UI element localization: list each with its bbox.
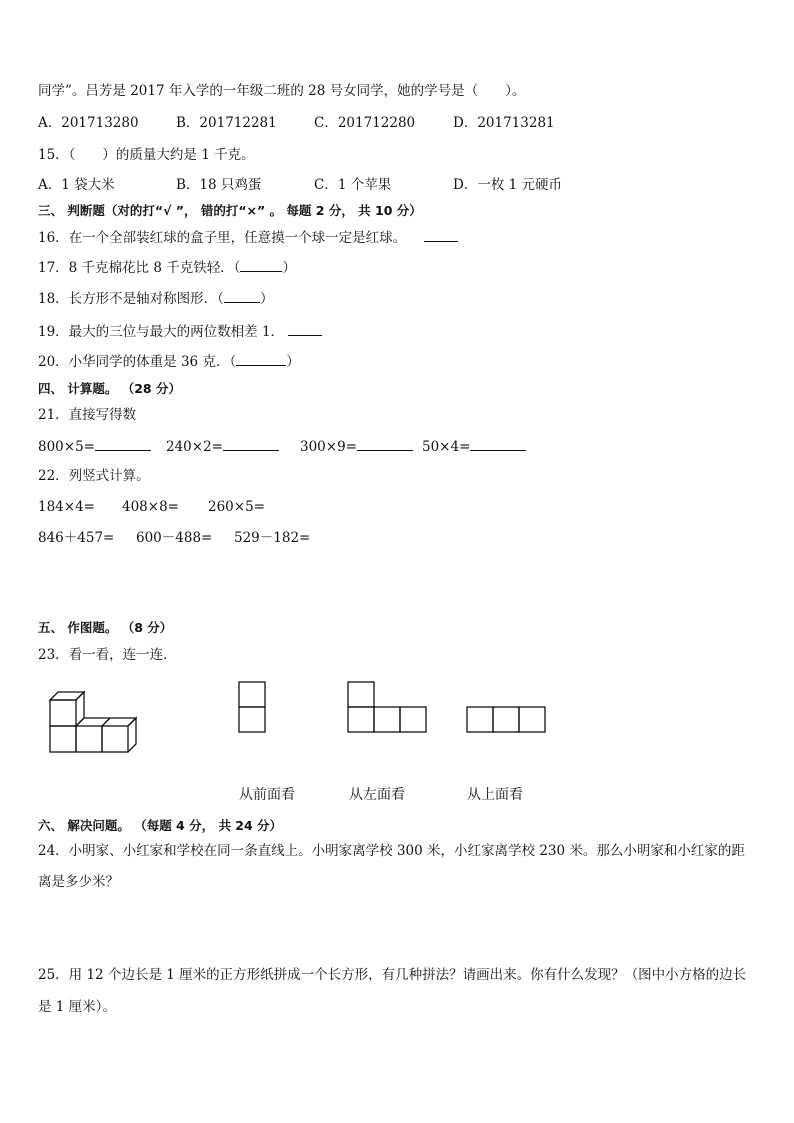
q25-line-2: 是 1 厘米）。 (38, 999, 116, 1015)
q21-expr-4: 50×4= (422, 439, 471, 455)
q21-text: 21．直接写得数 (38, 407, 137, 423)
section-5-heading: 五、 作图题。 （8 分） (38, 620, 173, 635)
q22-item-3: 260×5= (208, 499, 265, 515)
q22-item-2: 408×8= (122, 499, 179, 515)
q14-option-b: B．201712281 (176, 115, 277, 131)
view-square (374, 707, 400, 732)
q15-option-d: D．一枚 1 元硬币 (453, 177, 562, 193)
q21-expr-3: 300×9= (300, 439, 357, 455)
q15-option-a: A．1 袋大米 (38, 177, 115, 193)
q20-answer-blank[interactable] (236, 353, 286, 366)
q14-option-d: D．201713281 (453, 115, 555, 131)
q21-blank-2[interactable] (223, 438, 279, 451)
q20-close-paren: ） (286, 354, 300, 370)
section-3-heading: 三、 判断题（对的打“√ ”， 错的打“×” 。 每题 2 分， 共 10 分） (38, 203, 422, 218)
q21-expr-2: 240×2= (166, 439, 223, 455)
q24-line-2: 离是多少米？ (38, 874, 119, 890)
q17-close-paren: ） (282, 260, 296, 276)
q21-blank-4[interactable] (470, 438, 526, 451)
q21-blank-3[interactable] (357, 438, 413, 451)
q14-option-c: C．201712280 (314, 115, 416, 131)
cube-stack-figure (44, 686, 138, 756)
q21-item-2 (166, 438, 279, 456)
q14-text: 同学”。吕芳是 2017 年入学的一年级二班的 28 号女同学，她的学号是（ ）。 (38, 83, 526, 99)
q18-close-paren: ） (259, 291, 274, 307)
cube-top-face (50, 692, 84, 700)
q18-text: 18．长方形不是轴对称图形．（ (38, 291, 224, 307)
view-square (348, 707, 374, 732)
cube-front-3 (102, 726, 128, 752)
cube-side-face (76, 692, 84, 726)
q21-item-1 (38, 438, 151, 456)
view-square (467, 707, 493, 732)
caption-left-view: 从左面看 (349, 787, 405, 803)
q15-option-b: B．18 只鸡蛋 (176, 177, 262, 193)
q16-line (38, 229, 458, 247)
q24-line-1: 24．小明家、小红家和学校在同一条直线上。小明家离学校 300 米，小红家离学校 230 米。那么小明家和小红家的距 (38, 843, 745, 859)
view-square (348, 682, 374, 707)
cube-front-top (50, 700, 76, 726)
q21-blank-1[interactable] (95, 438, 151, 451)
q16-answer-blank[interactable] (424, 229, 458, 242)
q22-item-5: 600－488= (136, 530, 213, 546)
q17-answer-blank[interactable] (240, 259, 282, 272)
q25-line-1: 25．用 12 个边长是 1 厘米的正方形纸拼成一个长方形，有几种拼法？请画出来。你有什么发现？（图中小方格的边长 (38, 967, 747, 983)
q22-text: 22．列竖式计算。 (38, 468, 150, 484)
q17-text: 17．8 千克棉花比 8 千克铁轻．（ (38, 260, 241, 276)
view-square (239, 707, 265, 732)
q20-text: 20．小华同学的体重是 36 克．（ (38, 354, 237, 370)
q23-text: 23．看一看，连一连． (38, 647, 177, 663)
caption-front-view: 从前面看 (239, 787, 295, 803)
q15-text: 15．（ ）的质量大约是 1 千克。 (38, 147, 255, 163)
q19-line (38, 323, 322, 341)
q22-item-4: 846＋457= (38, 530, 115, 546)
q17-line (38, 259, 296, 277)
q21-expr-1: 800×5= (38, 439, 95, 455)
q21-item-4 (422, 438, 526, 456)
view-square (400, 707, 426, 732)
q22-item-6: 529－182= (234, 530, 311, 546)
view-figure-stacked (238, 681, 268, 735)
caption-top-view: 从上面看 (467, 787, 523, 803)
cube-row-top-divider (102, 718, 110, 726)
view-figure-row (466, 706, 548, 736)
cube-front-1 (50, 726, 76, 752)
view-square (493, 707, 519, 732)
cube-row-side (128, 718, 136, 752)
q16-text: 16．在一个全部装红球的盒子里，任意摸一个球一定是红球。 (38, 230, 407, 246)
q18-line (38, 290, 273, 308)
q19-answer-blank[interactable] (288, 323, 322, 336)
q15-option-c: C．1 个苹果 (314, 177, 392, 193)
q14-option-a: A．201713280 (38, 115, 139, 131)
section-6-heading: 六、 解决问题。 （每题 4 分， 共 24 分） (38, 818, 283, 833)
view-figure-l-shape (347, 681, 429, 735)
section-4-heading: 四、 计算题。 （28 分） (38, 381, 181, 396)
view-square (519, 707, 545, 732)
q20-line (38, 353, 300, 371)
cube-front-2 (76, 726, 102, 752)
view-square (239, 682, 265, 707)
q18-answer-blank[interactable] (224, 290, 260, 303)
q19-text: 19．最大的三位与最大的两位数相差 1． (38, 324, 285, 340)
q22-item-1: 184×4= (38, 499, 95, 515)
q21-item-3 (300, 438, 413, 456)
